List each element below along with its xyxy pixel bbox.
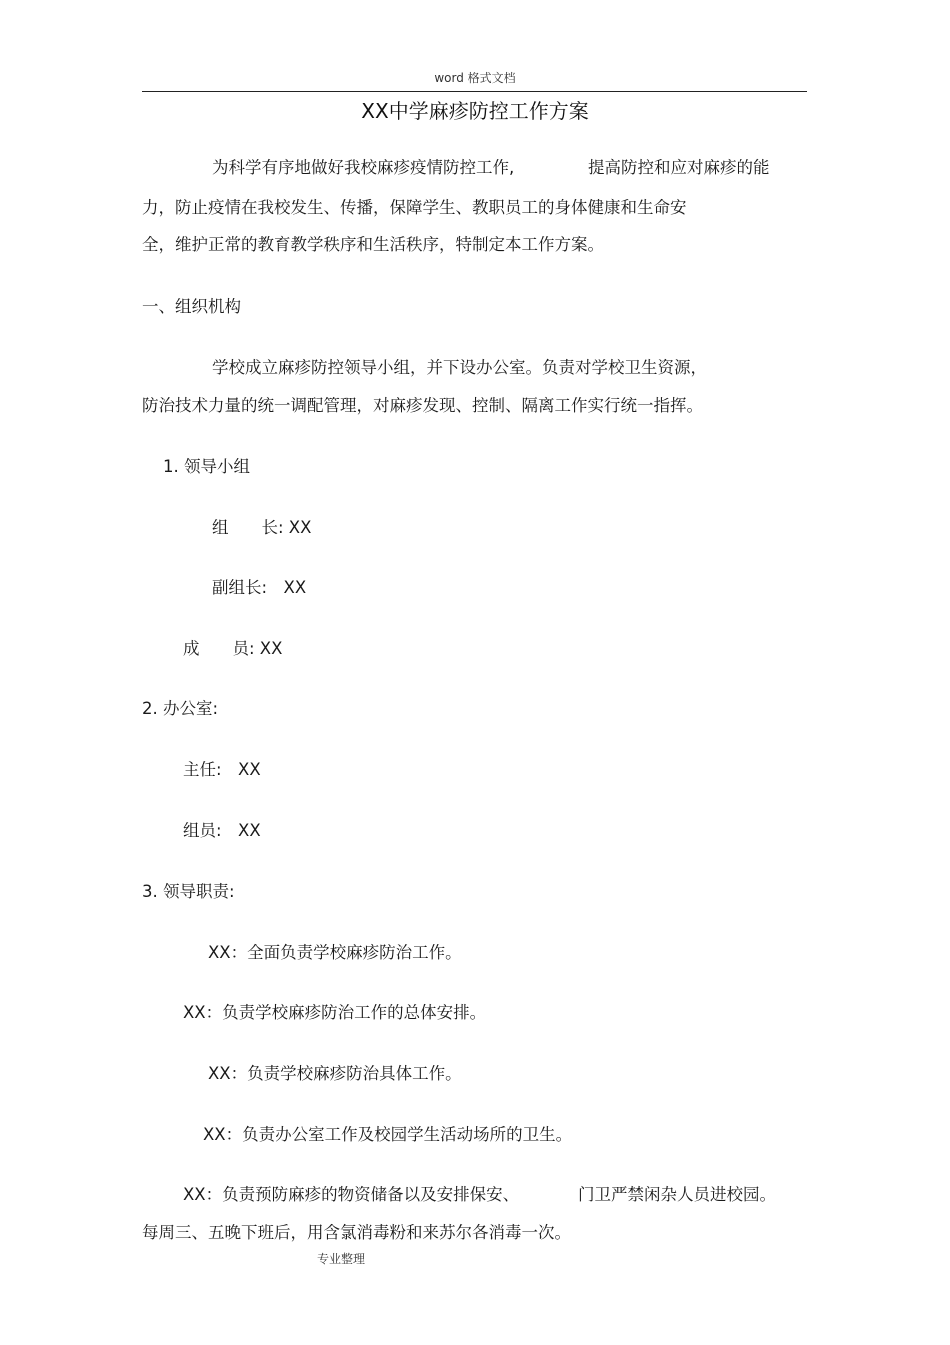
duty-item-last-line-1a: XX：负责预防麻疹的物资储备以及安排保安、: [183, 1185, 520, 1204]
intro-line-2: 力，防止疫情在我校发生、传播，保障学生、教职员工的身体健康和生命安: [142, 198, 687, 217]
group-leader-line: 组 长: XX: [212, 518, 312, 537]
duty-item: XX：负责学校麻疹防治具体工作。: [208, 1064, 462, 1083]
organization-para-line-1: 学校成立麻疹防控领导小组，并下设办公室。负责对学校卫生资源，: [212, 358, 707, 377]
office-director-line: 主任: XX: [183, 760, 261, 779]
header-rule: [142, 91, 807, 92]
office-member-line: 组员: XX: [183, 821, 261, 840]
group-members-line: 成 员: XX: [183, 639, 283, 658]
group-deputy-line: 副组长: XX: [212, 578, 307, 597]
section-heading-organization: 一、组织机构: [142, 297, 241, 316]
duty-item: XX：负责办公室工作及校园学生活动场所的卫生。: [203, 1125, 573, 1144]
footer-label: 专业整理: [317, 1252, 366, 1266]
duty-item-last-line-1b: 门卫严禁闲杂人员进校园。: [578, 1185, 776, 1204]
office-heading: 2. 办公室:: [142, 699, 219, 718]
header-label: word 格式文档: [434, 71, 516, 85]
duty-item: XX：全面负责学校麻疹防治工作。: [208, 943, 462, 962]
organization-para-line-2: 防治技术力量的统一调配管理，对麻疹发现、控制、隔离工作实行统一指挥。: [142, 396, 703, 415]
duty-item-last-line-2: 每周三、五晚下班后，用含氯消毒粉和来苏尔各消毒一次。: [142, 1223, 571, 1242]
intro-line-1b: 提高防控和应对麻疹的能: [588, 158, 770, 177]
leadership-group-heading: 1. 领导小组: [163, 457, 250, 476]
duty-item: XX：负责学校麻疹防治工作的总体安排。: [183, 1003, 487, 1022]
intro-line-1a: 为科学有序地做好我校麻疹疫情防控工作,: [212, 158, 515, 177]
intro-line-3: 全，维护正常的教育教学秩序和生活秩序，特制定本工作方案。: [142, 235, 604, 254]
duties-heading: 3. 领导职责:: [142, 882, 235, 901]
document-title: XX中学麻疹防控工作方案: [361, 99, 589, 123]
